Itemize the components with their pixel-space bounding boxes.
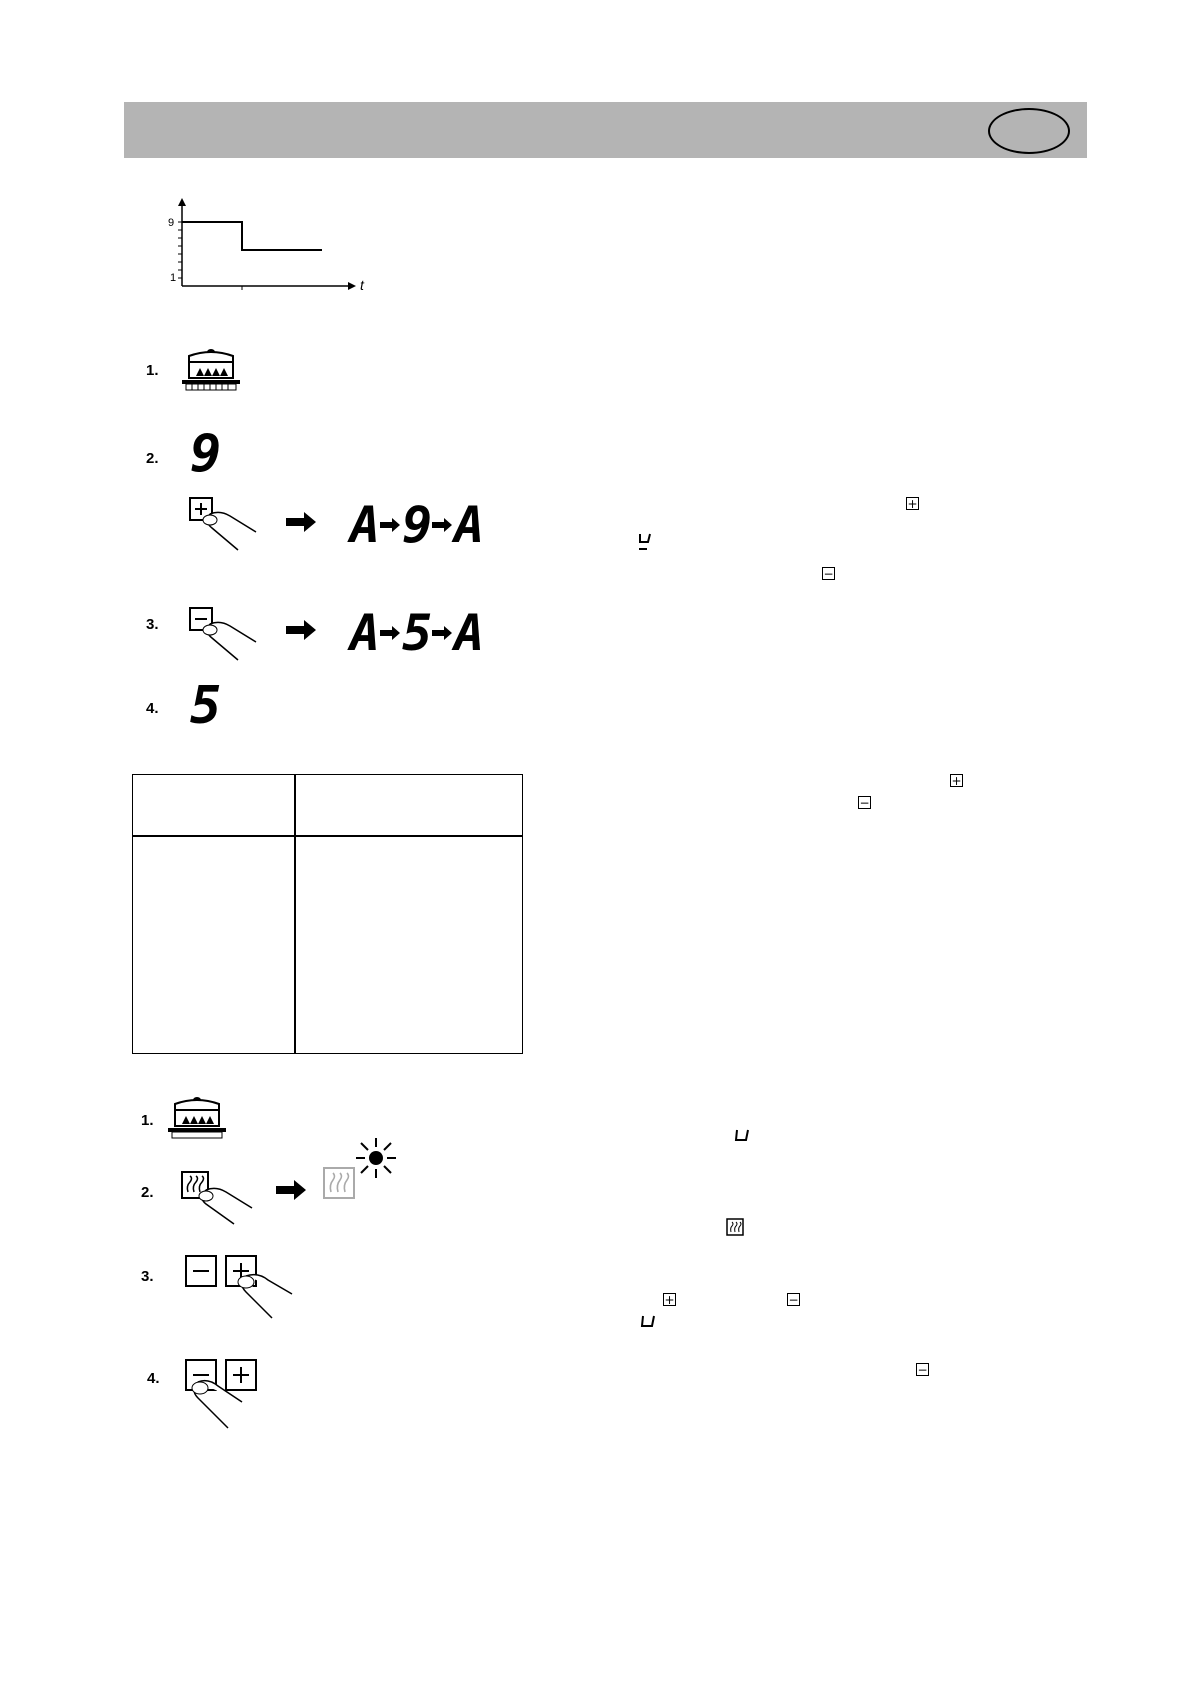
sequence-char: 5 [402, 604, 433, 662]
plus-key-icon: + [907, 496, 918, 511]
sequence-char: A [350, 496, 381, 554]
small-arrow-icon [380, 626, 402, 640]
language-badge [988, 108, 1070, 154]
minus-key-icon: − [859, 795, 870, 810]
step-number: 4. [147, 1370, 160, 1387]
step-number: 1. [141, 1112, 154, 1129]
step-number: 3. [141, 1268, 154, 1285]
info-table [132, 774, 523, 1054]
display-sequence [350, 496, 484, 554]
arrow-right-icon [286, 512, 318, 532]
flashing-light-icon [354, 1136, 398, 1180]
keep-warm-key-icon [726, 1218, 744, 1236]
step-number: 4. [146, 700, 159, 717]
arrow-right-icon [276, 1180, 308, 1200]
plus-key-press-icon [188, 496, 260, 552]
minus-key-icon: − [788, 1292, 799, 1307]
arrow-right-icon [286, 620, 318, 640]
u-segment-icon [734, 1128, 750, 1144]
minus-plus-key-press-icon [184, 1358, 274, 1432]
pot-on-hob-icon [166, 1092, 228, 1142]
pot-on-hob-icon [180, 344, 242, 394]
minus-key-press-icon [188, 606, 260, 662]
keep-warm-key-press-icon [180, 1170, 256, 1226]
u-segment-icon [640, 1314, 656, 1330]
minus-key-icon: − [917, 1362, 928, 1377]
graph-y-bottom-label: 1 [170, 272, 177, 284]
sequence-char: 9 [402, 496, 433, 554]
step-number: 3. [146, 616, 159, 633]
display-digit: 9 [190, 424, 222, 484]
small-arrow-icon [380, 518, 402, 532]
graph-x-label: t [360, 277, 364, 293]
sequence-char: A [350, 604, 381, 662]
graph-y-top-label: 9 [168, 217, 175, 229]
step-number: 1. [146, 362, 159, 379]
sequence-char: A [454, 604, 485, 662]
step-number: 2. [141, 1184, 154, 1201]
plus-key-icon: + [664, 1292, 675, 1307]
display-digit: 5 [190, 676, 222, 736]
sequence-char: A [454, 496, 485, 554]
minus-key-icon: − [823, 566, 834, 581]
small-arrow-icon [432, 626, 454, 640]
table-divider [294, 775, 296, 1053]
keep-warm-display-icon [322, 1166, 358, 1202]
minus-plus-key-press-icon [184, 1254, 294, 1324]
display-sequence [350, 604, 484, 662]
small-arrow-icon [432, 518, 454, 532]
power-level-graph [160, 196, 380, 296]
plus-key-icon: + [951, 773, 962, 788]
section-header-bar [124, 102, 1087, 158]
step-number: 2. [146, 450, 159, 467]
table-divider [133, 835, 522, 837]
u-segment-icon [638, 532, 652, 552]
